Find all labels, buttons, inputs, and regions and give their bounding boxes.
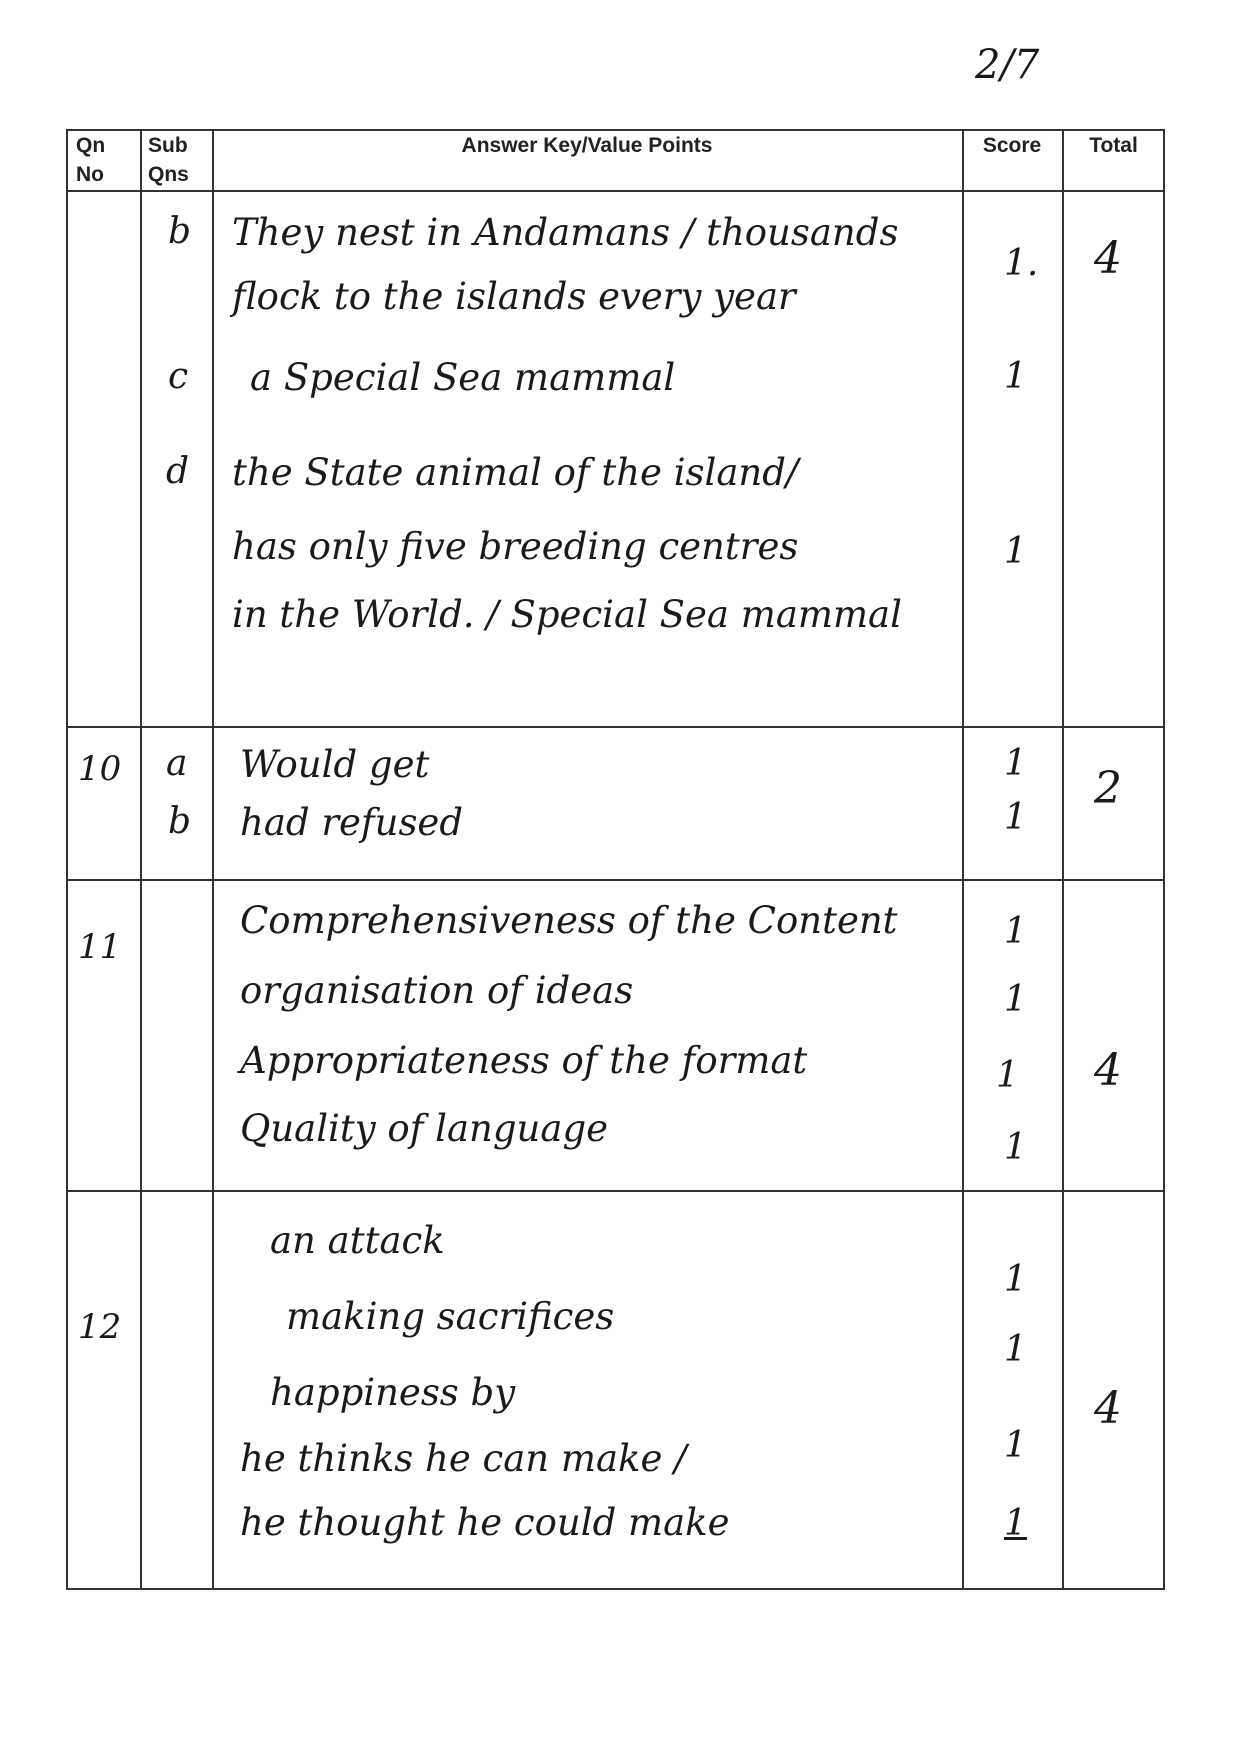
answer-line: Comprehensiveness of the Content [240, 899, 898, 942]
total-value: 2 [1094, 763, 1122, 814]
answer-line: in the World. / Special Sea mammal [232, 593, 902, 636]
answer-line: making sacrifices [286, 1295, 615, 1338]
sub-question-label: a [166, 743, 188, 784]
total-value: 4 [1094, 233, 1122, 284]
answer-key-table [66, 129, 1165, 1590]
header-answer-key: Answer Key/Value Points [461, 134, 713, 157]
answer-line: happiness by [270, 1371, 516, 1414]
row-divider [68, 879, 1163, 881]
score-value: 1 [1004, 743, 1027, 784]
header-score: Score [982, 134, 1042, 157]
total-value: 4 [1094, 1045, 1122, 1096]
score-value: 1 [1004, 1425, 1027, 1466]
answer-line: had refused [240, 801, 464, 844]
answer-line: Would get [240, 743, 430, 786]
score-value: 1. [1004, 243, 1039, 284]
answer-line: They nest in Andamans / thousands [232, 211, 899, 254]
sub-question-label: c [168, 356, 189, 397]
column-divider [1062, 131, 1064, 1588]
answer-line: Quality of language [240, 1107, 609, 1150]
score-value: 1 [1004, 797, 1027, 838]
header-sub-qns: Sub Qns [148, 134, 189, 186]
sub-question-label: d [166, 451, 190, 492]
score-value: 1 [1004, 1503, 1027, 1544]
total-value: 4 [1094, 1383, 1122, 1434]
answer-line: he thought he could make [240, 1501, 730, 1544]
score-value: 1 [1004, 1127, 1027, 1168]
header-total: Total [1089, 134, 1138, 157]
answer-line: an attack [270, 1219, 445, 1262]
row-divider [68, 1190, 1163, 1192]
answer-line: organisation of ideas [240, 969, 634, 1012]
header-divider [68, 190, 1163, 192]
question-number: 12 [78, 1307, 122, 1347]
column-divider [140, 131, 142, 1588]
page-number: 2/7 [975, 42, 1040, 88]
score-value: 1 [1004, 1259, 1027, 1300]
answer-line: a Special Sea mammal [250, 356, 676, 399]
score-value: 1 [1004, 911, 1027, 952]
sub-question-label: b [168, 211, 192, 252]
score-value: 1 [1004, 1329, 1027, 1370]
question-number: 11 [78, 927, 122, 967]
answer-line: he thinks he can make / [240, 1437, 687, 1480]
header-qn: Qn No [76, 134, 106, 186]
score-value: 1 [1004, 356, 1027, 397]
score-value: 1 [1004, 531, 1027, 572]
column-divider [962, 131, 964, 1588]
score-value: 1 [1004, 979, 1027, 1020]
column-divider [212, 131, 214, 1588]
answer-line: the State animal of the island/ [232, 451, 799, 494]
row-divider [68, 726, 1163, 728]
answer-line: has only five breeding centres [232, 525, 799, 568]
score-value: 1 [996, 1055, 1019, 1096]
answer-line: Appropriateness of the format [240, 1039, 808, 1082]
answer-line: flock to the islands every year [232, 275, 796, 318]
question-number: 10 [78, 749, 122, 789]
sub-question-label: b [168, 801, 192, 842]
